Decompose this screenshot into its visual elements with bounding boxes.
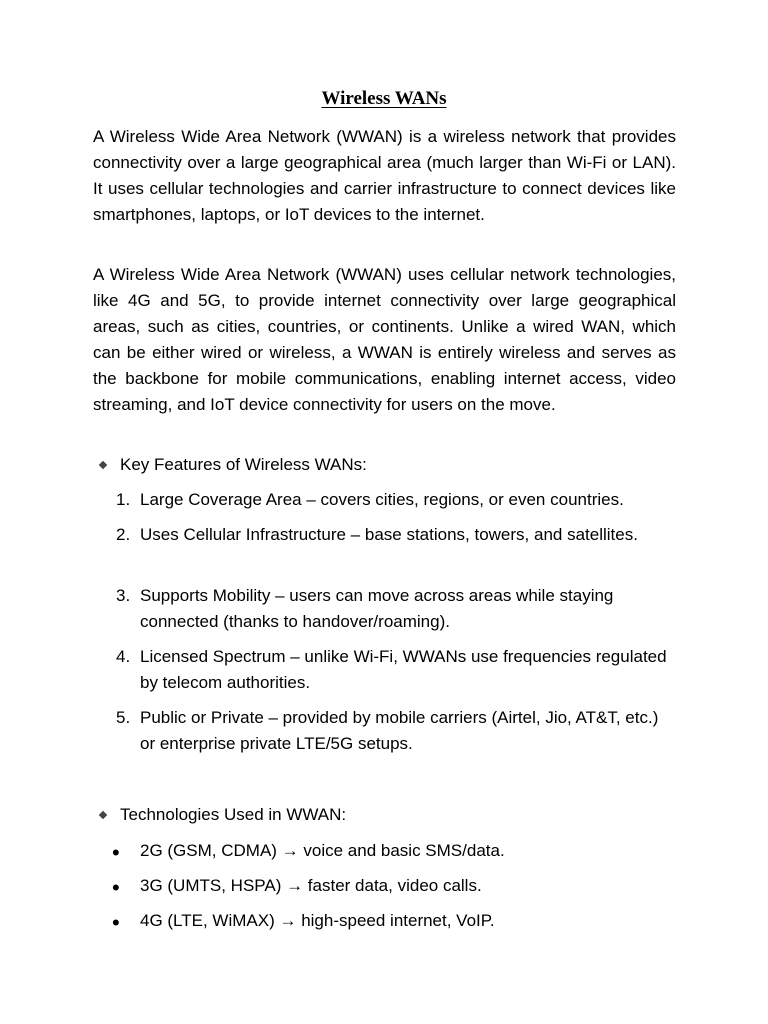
diamond-bullet-icon — [99, 811, 107, 819]
list-item-number: 3. — [116, 586, 131, 605]
list-item — [116, 644, 676, 696]
list-item-number: 2. — [116, 525, 131, 544]
list-item — [112, 908, 672, 938]
list-item-text: 4G (LTE, WiMAX) → high-speed internet, VoIP. — [140, 911, 495, 930]
list-item — [116, 522, 676, 548]
list-item — [116, 583, 676, 635]
diamond-bullet-icon — [99, 461, 107, 469]
detail-paragraph: A Wireless Wide Area Network (WWAN) uses cellular network technologies, like 4G and 5G, to provide internet connectivity over large geographical areas, such as cities, countries, or continents. Unlike a wired WAN, which can be either wired or wireless, a WWAN is entirely wireless and serves as the backbone for mobile communications, enabling internet access, video streaming, and IoT device connectivity for users on the move. — [93, 265, 676, 414]
list-item-text: Large Coverage Area – covers cities, regions, or even countries. — [140, 490, 624, 509]
list-item-number: 5. — [116, 708, 131, 727]
list-item-text: Supports Mobility – users can move across areas while staying connected (thanks to handover/roaming). — [140, 586, 614, 631]
list-item-text: Public or Private – provided by mobile carriers (Airtel, Jio, AT&T, etc.) or enterprise private LTE/5G setups. — [140, 708, 659, 753]
list-item-number: 4. — [116, 647, 131, 666]
document-title: Wireless WANs — [321, 88, 447, 109]
bullet-dot-icon: • — [112, 875, 120, 900]
list-item-text: Licensed Spectrum – unlike Wi-Fi, WWANs use frequencies regulated by telecom authorities. — [140, 647, 667, 692]
list-item — [112, 873, 672, 903]
list-item-number: 1. — [116, 490, 131, 509]
intro-paragraph: A Wireless Wide Area Network (WWAN) is a wireless network that provides connectivity over a large geographical area (much larger than Wi-Fi or LAN). It uses cellular technologies and carrier infrastructure to connect devices like smartphones, laptops, or IoT devices to the internet. — [93, 127, 676, 224]
list-item-text: Uses Cellular Infrastructure – base stations, towers, and satellites. — [140, 525, 638, 544]
list-item — [116, 705, 676, 757]
key-features-heading-text: Key Features of Wireless WANs: — [120, 455, 367, 474]
bullet-dot-icon: • — [112, 840, 120, 865]
bullet-dot-icon: • — [112, 910, 120, 935]
list-item — [116, 487, 676, 513]
key-features-heading — [97, 452, 367, 478]
list-item-text: 2G (GSM, CDMA) → voice and basic SMS/data. — [140, 841, 505, 860]
technologies-heading-text: Technologies Used in WWAN: — [120, 805, 347, 824]
list-item — [112, 838, 672, 868]
technologies-heading — [97, 802, 346, 828]
list-item-text: 3G (UMTS, HSPA) → faster data, video calls. — [140, 876, 482, 895]
